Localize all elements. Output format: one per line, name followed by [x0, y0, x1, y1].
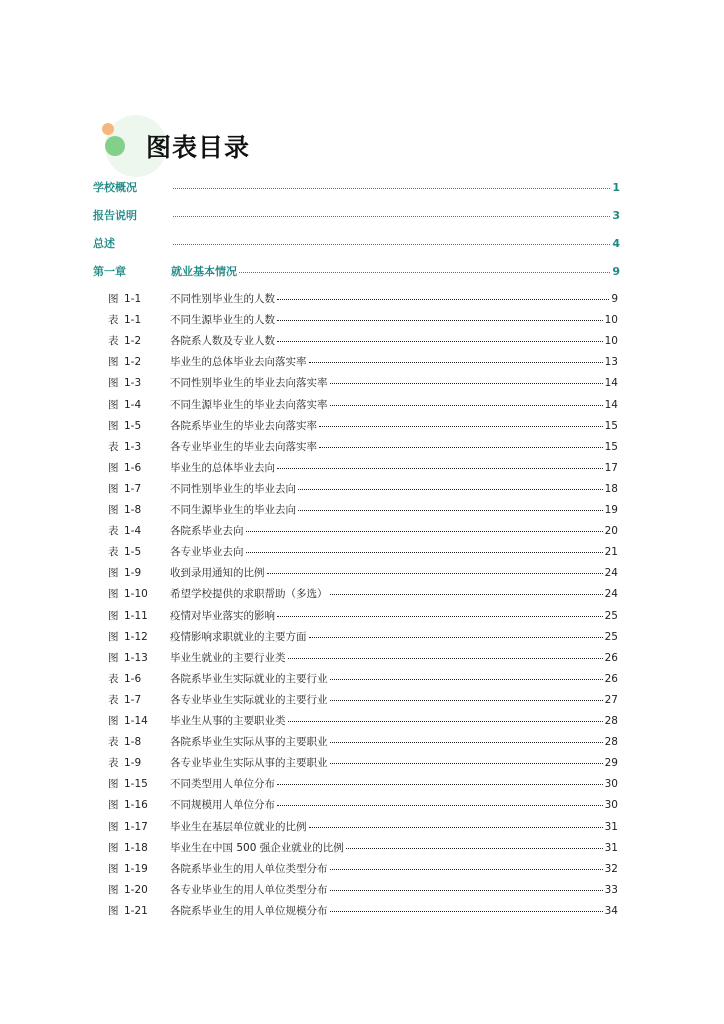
toc-entry-page: 1 [612, 181, 620, 194]
dot-leader [298, 510, 603, 511]
figure-entry-number: 1-1 [124, 314, 142, 327]
figure-entry-text: 不同生源毕业生的人数 [170, 314, 275, 327]
figure-entry-page: 14 [604, 377, 618, 390]
figure-entry[interactable] [108, 397, 618, 412]
figure-entry-kind: 图 [108, 904, 119, 917]
figure-entry[interactable] [108, 586, 618, 601]
figure-entry[interactable] [108, 903, 618, 918]
toc-entry[interactable] [93, 235, 620, 251]
toc-entry[interactable] [93, 207, 620, 223]
figure-entry[interactable] [108, 713, 618, 728]
figure-entry-kind: 图 [108, 630, 119, 643]
decor-circle-orange [102, 123, 114, 135]
figure-entry-number: 1-14 [124, 715, 148, 727]
dot-leader [330, 911, 603, 912]
dot-leader [173, 244, 610, 245]
figure-entry-page: 26 [604, 651, 618, 664]
figure-entry-page: 17 [604, 461, 618, 474]
figure-entry-text: 各专业毕业生实际就业的主要行业 [170, 693, 328, 706]
figure-entry-kind: 图 [108, 799, 119, 812]
figure-entry-page: 26 [604, 672, 618, 685]
figure-entry-text: 毕业生的总体毕业去向 [170, 461, 275, 474]
dot-leader [309, 362, 603, 363]
figure-entry-page: 15 [604, 419, 618, 432]
figure-entry-number: 1-6 [124, 672, 142, 685]
dot-leader [309, 637, 603, 638]
toc-entry-label: 报告说明 [93, 209, 137, 222]
figure-entry-kind: 图 [108, 841, 119, 854]
figure-entry-kind: 图 [108, 567, 119, 580]
figure-entry-page: 18 [604, 482, 618, 495]
figure-entry-kind: 表 [108, 546, 119, 559]
figure-entry-kind: 表 [108, 525, 119, 538]
figure-entry-page: 30 [604, 778, 618, 791]
dot-leader [277, 805, 603, 806]
figure-entry-page: 27 [604, 693, 618, 706]
figure-entry-text: 不同性别毕业生的毕业去向 [170, 482, 296, 495]
dot-leader [330, 383, 603, 384]
figure-entry[interactable] [108, 544, 618, 559]
dot-leader [319, 426, 603, 427]
figure-entry[interactable] [108, 439, 618, 454]
figure-entry-number: 1-17 [124, 820, 148, 833]
figure-entry-text: 各院系毕业生实际就业的主要行业 [170, 672, 328, 685]
figure-entry-page: 10 [604, 314, 618, 327]
figure-entry[interactable] [108, 523, 618, 538]
figure-entry-page: 13 [604, 356, 618, 369]
dot-leader [173, 188, 610, 189]
figure-entry-number: 1-18 [124, 841, 148, 854]
toc-entry-label: 总述 [93, 237, 115, 250]
figure-entry-text: 毕业生在基层单位就业的比例 [170, 820, 307, 833]
figure-entry-kind: 图 [108, 461, 119, 474]
dot-leader [346, 848, 603, 849]
dot-leader [319, 447, 603, 448]
toc-entry[interactable] [93, 263, 620, 279]
figure-entry-page: 25 [604, 630, 618, 643]
figure-entry-kind: 图 [108, 588, 119, 601]
figure-entry-number: 1-5 [124, 419, 142, 432]
figure-entry-kind: 图 [108, 609, 119, 622]
figure-entry-number: 1-13 [124, 651, 148, 664]
dot-leader [277, 784, 603, 785]
figure-entry-page: 24 [604, 588, 618, 601]
figure-entry-number: 1-19 [124, 862, 148, 875]
figure-entry-page: 28 [604, 715, 618, 727]
dot-leader [330, 405, 603, 406]
dot-leader [239, 272, 610, 273]
figure-entry-text: 毕业生的总体毕业去向落实率 [170, 356, 307, 369]
figure-entry-kind: 表 [108, 335, 119, 348]
figure-entry[interactable] [108, 840, 618, 855]
figure-entry[interactable] [108, 418, 618, 433]
figure-entry-page: 10 [604, 335, 618, 348]
figure-entry-number: 1-15 [124, 778, 148, 791]
toc-entry-page: 9 [612, 265, 620, 278]
figure-entry-number: 1-6 [124, 461, 142, 474]
figure-entry-page: 28 [604, 736, 618, 749]
figure-entry-page: 24 [604, 567, 618, 580]
figure-entry-page: 30 [604, 799, 618, 812]
figure-entry[interactable] [108, 650, 618, 665]
figure-entry-text: 各院系人数及专业人数 [170, 335, 275, 348]
figure-entry-text: 各院系毕业生的用人单位规模分布 [170, 904, 328, 917]
figure-entry-number: 1-9 [124, 567, 142, 580]
figure-entry-text: 各院系毕业生实际从事的主要职业 [170, 736, 328, 749]
figure-entry-page: 19 [604, 504, 618, 516]
figure-entry-kind: 图 [108, 504, 119, 516]
figure-entry-text: 不同生源毕业生的毕业去向落实率 [170, 398, 328, 411]
figure-entry-text: 各专业毕业去向 [170, 546, 244, 559]
figure-entry-text: 疫情影响求职就业的主要方面 [170, 630, 307, 643]
figure-entry[interactable] [108, 692, 618, 707]
figure-entry-number: 1-20 [124, 883, 148, 896]
toc-entry-label: 学校概况 [93, 181, 137, 194]
figure-entry-number: 1-2 [124, 356, 142, 369]
figure-entry-text: 不同性别毕业生的人数 [170, 293, 275, 305]
toc-entry-page: 4 [612, 237, 620, 250]
figure-entry-page: 29 [604, 757, 618, 770]
figure-entry-text: 希望学校提供的求职帮助（多选） [170, 588, 328, 601]
figure-entry-number: 1-21 [124, 904, 148, 917]
figure-entry-text: 毕业生从事的主要职业类 [170, 715, 286, 727]
figure-entry[interactable] [108, 755, 618, 770]
dot-leader [330, 869, 603, 870]
figure-entry-kind: 表 [108, 757, 119, 770]
figure-entry-text: 毕业生在中国 500 强企业就业的比例 [170, 841, 344, 854]
figure-entry-number: 1-10 [124, 588, 148, 601]
figure-entry-number: 1-9 [124, 757, 142, 770]
figure-entry-text: 各院系毕业去向 [170, 525, 244, 538]
figure-entry-number: 1-7 [124, 482, 142, 495]
dot-leader [288, 658, 603, 659]
figure-entry-kind: 图 [108, 883, 119, 896]
dot-leader [330, 679, 603, 680]
figure-entry-text: 疫情对毕业落实的影响 [170, 609, 275, 622]
dot-leader [298, 489, 603, 490]
figure-entry-page: 9 [611, 293, 618, 305]
figure-entry-text: 各专业毕业生实际从事的主要职业 [170, 757, 328, 770]
figure-entry[interactable] [108, 375, 618, 390]
figure-entry[interactable] [108, 312, 618, 327]
figure-entry-kind: 图 [108, 398, 119, 411]
figure-entry[interactable] [108, 797, 618, 812]
figure-entry-kind: 图 [108, 482, 119, 495]
figure-entry-kind: 表 [108, 672, 119, 685]
figure-entry[interactable] [108, 354, 618, 369]
dot-leader [288, 721, 603, 722]
figure-entry-kind: 表 [108, 693, 119, 706]
figure-entry[interactable] [108, 671, 618, 686]
figure-entry-number: 1-8 [124, 504, 142, 516]
figure-entry[interactable] [108, 460, 618, 475]
dot-leader [277, 299, 609, 300]
figure-entry-page: 25 [604, 609, 618, 622]
figure-entry-text: 各专业毕业生的用人单位类型分布 [170, 883, 328, 896]
figure-entry-page: 34 [604, 904, 618, 917]
dot-leader [330, 890, 603, 891]
dot-leader [330, 700, 603, 701]
figure-entry-kind: 图 [108, 778, 119, 791]
figure-entry-page: 31 [604, 820, 618, 833]
toc-entry[interactable] [93, 179, 620, 195]
figure-entry[interactable] [108, 882, 618, 897]
figure-entry-kind: 图 [108, 419, 119, 432]
dot-leader [173, 216, 610, 217]
figure-entry-number: 1-4 [124, 525, 142, 538]
dot-leader [277, 468, 603, 469]
figure-entry[interactable] [108, 291, 618, 306]
figure-entry-kind: 图 [108, 651, 119, 664]
figure-entry-kind: 表 [108, 736, 119, 749]
figure-entry-number: 1-2 [124, 335, 142, 348]
figure-entry-page: 15 [604, 440, 618, 453]
figure-entry-number: 1-1 [124, 293, 142, 305]
figure-entry[interactable] [108, 861, 618, 876]
figure-entry[interactable] [108, 481, 618, 496]
figure-entry-number: 1-16 [124, 799, 148, 812]
figure-entry-number: 1-11 [124, 609, 148, 622]
figure-entry-kind: 表 [108, 314, 119, 327]
figure-entry[interactable] [108, 608, 618, 623]
figure-entry[interactable] [108, 819, 618, 834]
figure-entry-number: 1-4 [124, 398, 142, 411]
figure-entry-text: 各院系毕业生的毕业去向落实率 [170, 419, 317, 432]
figure-entry-text: 不同规模用人单位分布 [170, 799, 275, 812]
figure-entry-page: 31 [604, 841, 618, 854]
figure-entry-kind: 表 [108, 440, 119, 453]
figure-entry-kind: 图 [108, 862, 119, 875]
figure-entry-kind: 图 [108, 356, 119, 369]
dot-leader [330, 742, 603, 743]
figure-entry[interactable] [108, 629, 618, 644]
figure-entry[interactable] [108, 333, 618, 348]
figure-entry-page: 20 [604, 525, 618, 538]
figure-entry-kind: 图 [108, 377, 119, 390]
page-title: 图表目录 [146, 133, 251, 162]
figure-entry[interactable] [108, 502, 618, 517]
figure-entry-text: 收到录用通知的比例 [170, 567, 265, 580]
figure-entry-number: 1-7 [124, 693, 142, 706]
figure-entry-number: 1-12 [124, 630, 148, 643]
figure-entry-text: 各专业毕业生的毕业去向落实率 [170, 440, 317, 453]
figure-entry-text: 不同生源毕业生的毕业去向 [170, 504, 296, 516]
figure-entry-text: 不同类型用人单位分布 [170, 778, 275, 791]
toc-entry-text: 就业基本情况 [171, 265, 237, 278]
dot-leader [246, 531, 603, 532]
figure-entry-number: 1-3 [124, 377, 142, 390]
figure-entry-number: 1-8 [124, 736, 142, 749]
dot-leader [277, 616, 603, 617]
figure-entry-kind: 图 [108, 820, 119, 833]
toc-entry-label: 第一章 [93, 265, 126, 278]
dot-leader [267, 573, 603, 574]
figure-entry-page: 33 [604, 883, 618, 896]
figure-entry[interactable] [108, 776, 618, 791]
dot-leader [277, 320, 603, 321]
figure-entry-page: 32 [604, 862, 618, 875]
figure-entry[interactable] [108, 565, 618, 580]
dot-leader [277, 341, 603, 342]
figure-entry-kind: 图 [108, 715, 119, 727]
figure-entry-number: 1-3 [124, 440, 142, 453]
decor-circle-green [105, 136, 125, 156]
dot-leader [309, 827, 603, 828]
figure-entry[interactable] [108, 734, 618, 749]
dot-leader [246, 552, 603, 553]
figure-entry-text: 不同性别毕业生的毕业去向落实率 [170, 377, 328, 390]
dot-leader [330, 763, 603, 764]
figure-entry-kind: 图 [108, 293, 119, 305]
figure-entry-page: 14 [604, 398, 618, 411]
toc-entry-page: 3 [612, 209, 620, 222]
figure-entry-text: 各院系毕业生的用人单位类型分布 [170, 862, 328, 875]
figure-entry-text: 毕业生就业的主要行业类 [170, 651, 286, 664]
figure-entry-number: 1-5 [124, 546, 142, 559]
dot-leader [330, 594, 603, 595]
figure-entry-page: 21 [604, 546, 618, 559]
